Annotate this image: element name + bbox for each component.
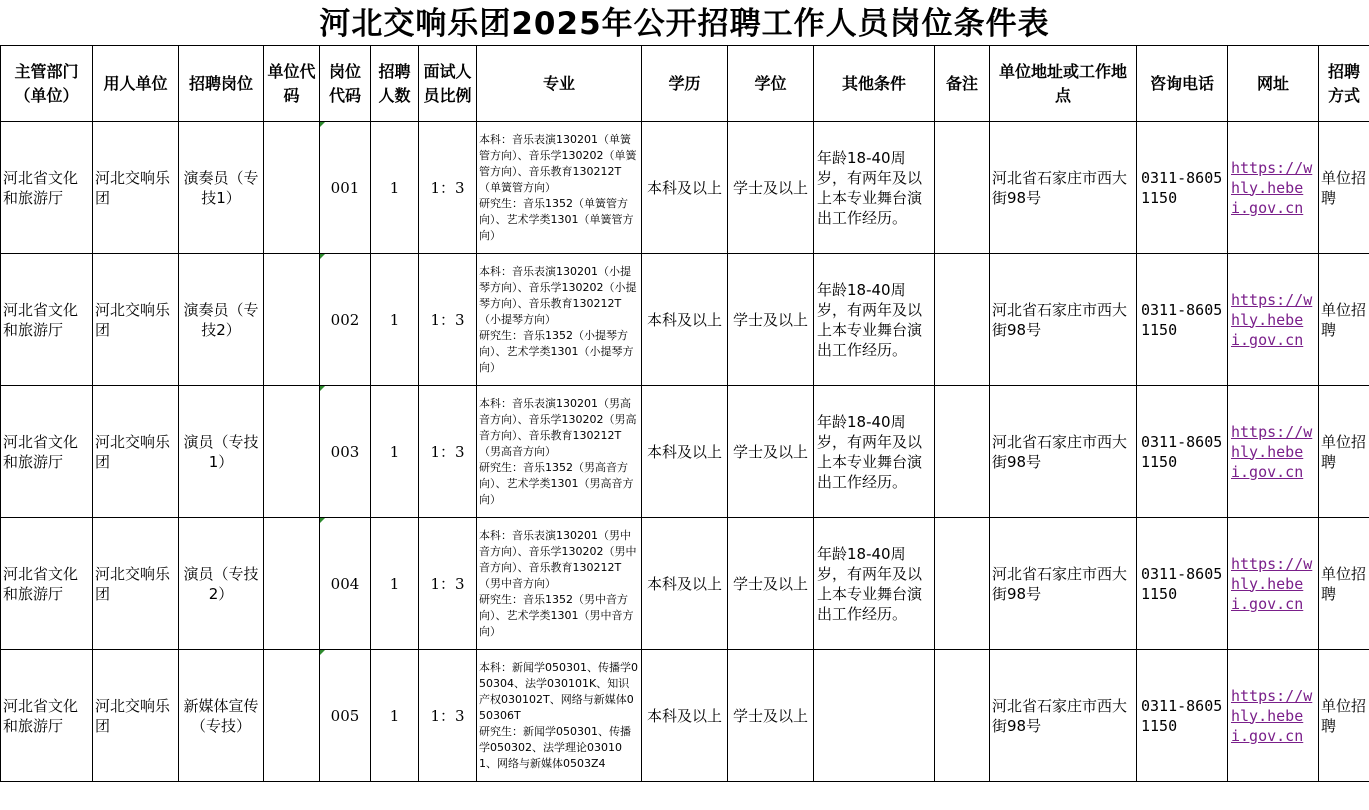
- cell-post[interactable]: 新媒体宣传（专技）: [179, 650, 264, 782]
- cell-addr[interactable]: 河北省石家庄市西大街98号: [990, 122, 1137, 254]
- major-undergrad: 本科：新闻学050301、传播学050304、法学030101K、知识产权030102T、网络与新媒体050306T: [479, 660, 638, 722]
- cell-count[interactable]: 1: [371, 254, 419, 386]
- table-row: [1, 122, 1369, 254]
- recruitment-table: [0, 45, 1369, 782]
- cell-dept[interactable]: 河北省文化和旅游厅: [1, 254, 93, 386]
- cell-post[interactable]: 演奏员（专技2）: [179, 254, 264, 386]
- cell-count[interactable]: 1: [371, 122, 419, 254]
- header-degree[interactable]: 学位: [728, 46, 814, 122]
- cell-edu[interactable]: 本科及以上: [642, 254, 728, 386]
- comment-marker-icon: [320, 386, 325, 391]
- header-site[interactable]: 网址: [1228, 46, 1319, 122]
- cell-addr[interactable]: 河北省石家庄市西大街98号: [990, 254, 1137, 386]
- header-unit[interactable]: 用人单位: [93, 46, 179, 122]
- major-postgrad: 研究生：音乐1352（男高音方向）、艺术学类1301（男高音方向）: [479, 460, 634, 506]
- cell-edu[interactable]: 本科及以上: [642, 386, 728, 518]
- cell-post-code[interactable]: [320, 518, 371, 650]
- cell-post[interactable]: 演员（专技1）: [179, 386, 264, 518]
- cell-unit[interactable]: 河北交响乐团: [93, 518, 179, 650]
- cell-unit[interactable]: 河北交响乐团: [93, 122, 179, 254]
- cell-other[interactable]: [814, 650, 935, 782]
- website-link[interactable]: https://whly.hebei.gov.cn: [1228, 518, 1319, 650]
- cell-unit-code[interactable]: [264, 518, 320, 650]
- cell-addr[interactable]: 河北省石家庄市西大街98号: [990, 518, 1137, 650]
- post-code-value: 001: [330, 178, 360, 197]
- cell-edu[interactable]: 本科及以上: [642, 122, 728, 254]
- cell-unit[interactable]: 河北交响乐团: [93, 650, 179, 782]
- post-code-value: 005: [330, 706, 360, 725]
- cell-other[interactable]: 年龄18-40周岁，有两年及以上本专业舞台演出工作经历。: [814, 254, 935, 386]
- cell-degree[interactable]: 学士及以上: [728, 386, 814, 518]
- cell-phone[interactable]: 0311-86051150: [1137, 386, 1228, 518]
- cell-count[interactable]: 1: [371, 518, 419, 650]
- major-undergrad: 本科：音乐表演130201（男高音方向）、音乐学130202（男高音方向）、音乐教育130212T（男高音方向）: [479, 396, 637, 458]
- major-postgrad: 研究生：音乐1352（男中音方向）、艺术学类1301（男中音方向）: [479, 592, 634, 638]
- cell-major[interactable]: [477, 122, 642, 254]
- website-link[interactable]: https://whly.hebei.gov.cn: [1228, 650, 1319, 782]
- cell-ratio[interactable]: 1：3: [419, 518, 477, 650]
- header-post[interactable]: 招聘岗位: [179, 46, 264, 122]
- table-row: [1, 254, 1369, 386]
- header-method[interactable]: 招聘方式: [1319, 46, 1369, 122]
- major-undergrad: 本科：音乐表演130201（男中音方向）、音乐学130202（男中音方向）、音乐教育130212T（男中音方向）: [479, 528, 637, 590]
- cell-count[interactable]: 1: [371, 650, 419, 782]
- header-addr[interactable]: 单位地址或工作地点: [990, 46, 1137, 122]
- cell-addr[interactable]: 河北省石家庄市西大街98号: [990, 650, 1137, 782]
- cell-degree[interactable]: 学士及以上: [728, 122, 814, 254]
- post-code-value: 003: [330, 442, 360, 461]
- header-post-code[interactable]: 岗位代码: [320, 46, 371, 122]
- cell-method[interactable]: 单位招聘: [1319, 254, 1369, 386]
- cell-unit-code[interactable]: [264, 650, 320, 782]
- cell-other[interactable]: 年龄18-40周岁，有两年及以上本专业舞台演出工作经历。: [814, 518, 935, 650]
- cell-edu[interactable]: 本科及以上: [642, 518, 728, 650]
- cell-addr[interactable]: 河北省石家庄市西大街98号: [990, 386, 1137, 518]
- cell-degree[interactable]: 学士及以上: [728, 518, 814, 650]
- table-row: [1, 386, 1369, 518]
- comment-marker-icon: [320, 254, 325, 259]
- header-row: [1, 46, 1369, 122]
- cell-post-code[interactable]: [320, 386, 371, 518]
- cell-post-code[interactable]: [320, 122, 371, 254]
- cell-note[interactable]: [935, 254, 990, 386]
- cell-phone[interactable]: 0311-86051150: [1137, 518, 1228, 650]
- website-link[interactable]: https://whly.hebei.gov.cn: [1228, 122, 1319, 254]
- cell-major[interactable]: [477, 650, 642, 782]
- cell-phone[interactable]: 0311-86051150: [1137, 254, 1228, 386]
- cell-dept[interactable]: 河北省文化和旅游厅: [1, 386, 93, 518]
- header-major[interactable]: 专业: [477, 46, 642, 122]
- cell-phone[interactable]: 0311-86051150: [1137, 650, 1228, 782]
- comment-marker-icon: [320, 518, 325, 523]
- cell-dept[interactable]: 河北省文化和旅游厅: [1, 650, 93, 782]
- cell-unit-code[interactable]: [264, 122, 320, 254]
- cell-note[interactable]: [935, 650, 990, 782]
- table-row: [1, 518, 1369, 650]
- header-ratio[interactable]: 面试人员比例: [419, 46, 477, 122]
- cell-major[interactable]: [477, 386, 642, 518]
- cell-other[interactable]: 年龄18-40周岁，有两年及以上本专业舞台演出工作经历。: [814, 386, 935, 518]
- header-phone[interactable]: 咨询电话: [1137, 46, 1228, 122]
- header-edu[interactable]: 学历: [642, 46, 728, 122]
- cell-unit[interactable]: 河北交响乐团: [93, 254, 179, 386]
- header-dept[interactable]: 主管部门（单位）: [1, 46, 93, 122]
- header-unit-code[interactable]: 单位代码: [264, 46, 320, 122]
- cell-dept[interactable]: 河北省文化和旅游厅: [1, 518, 93, 650]
- cell-degree[interactable]: 学士及以上: [728, 254, 814, 386]
- cell-method[interactable]: 单位招聘: [1319, 650, 1369, 782]
- major-postgrad: 研究生：音乐1352（单簧管方向）、艺术学类1301（单簧管方向）: [479, 196, 634, 242]
- cell-method[interactable]: 单位招聘: [1319, 518, 1369, 650]
- header-other[interactable]: 其他条件: [814, 46, 935, 122]
- website-link[interactable]: https://whly.hebei.gov.cn: [1228, 386, 1319, 518]
- cell-post[interactable]: 演员（专技2）: [179, 518, 264, 650]
- cell-note[interactable]: [935, 386, 990, 518]
- cell-method[interactable]: 单位招聘: [1319, 122, 1369, 254]
- cell-phone[interactable]: 0311-86051150: [1137, 122, 1228, 254]
- cell-edu[interactable]: 本科及以上: [642, 650, 728, 782]
- major-undergrad: 本科：音乐表演130201（单簧管方向）、音乐学130202（单簧管方向）、音乐教育130212T（单簧管方向）: [479, 132, 637, 194]
- table-row: [1, 650, 1369, 782]
- cell-unit-code[interactable]: [264, 386, 320, 518]
- cell-ratio[interactable]: 1：3: [419, 386, 477, 518]
- cell-other[interactable]: 年龄18-40周岁，有两年及以上本专业舞台演出工作经历。: [814, 122, 935, 254]
- page-title: 河北交响乐团2025年公开招聘工作人员岗位条件表: [319, 6, 1050, 42]
- cell-ratio[interactable]: 1：3: [419, 650, 477, 782]
- cell-post-code[interactable]: [320, 254, 371, 386]
- major-postgrad: 研究生：新闻学050301、传播学050302、法学理论030101、网络与新媒体0503Z4: [479, 724, 631, 770]
- cell-degree[interactable]: 学士及以上: [728, 650, 814, 782]
- header-note[interactable]: 备注: [935, 46, 990, 122]
- website-link[interactable]: https://whly.hebei.gov.cn: [1228, 254, 1319, 386]
- cell-ratio[interactable]: 1：3: [419, 122, 477, 254]
- cell-major[interactable]: [477, 254, 642, 386]
- header-count[interactable]: 招聘人数: [371, 46, 419, 122]
- cell-method[interactable]: 单位招聘: [1319, 386, 1369, 518]
- cell-count[interactable]: 1: [371, 386, 419, 518]
- major-undergrad: 本科：音乐表演130201（小提琴方向）、音乐学130202（小提琴方向）、音乐教育130212T（小提琴方向）: [479, 264, 637, 326]
- cell-note[interactable]: [935, 122, 990, 254]
- cell-unit[interactable]: 河北交响乐团: [93, 386, 179, 518]
- cell-post[interactable]: 演奏员（专技1）: [179, 122, 264, 254]
- post-code-value: 004: [330, 574, 360, 593]
- post-code-value: 002: [330, 310, 360, 329]
- cell-dept[interactable]: 河北省文化和旅游厅: [1, 122, 93, 254]
- major-postgrad: 研究生：音乐1352（小提琴方向）、艺术学类1301（小提琴方向）: [479, 328, 634, 374]
- cell-ratio[interactable]: 1：3: [419, 254, 477, 386]
- cell-post-code[interactable]: [320, 650, 371, 782]
- cell-unit-code[interactable]: [264, 254, 320, 386]
- cell-major[interactable]: [477, 518, 642, 650]
- comment-marker-icon: [320, 122, 325, 127]
- cell-note[interactable]: [935, 518, 990, 650]
- comment-marker-icon: [320, 650, 325, 655]
